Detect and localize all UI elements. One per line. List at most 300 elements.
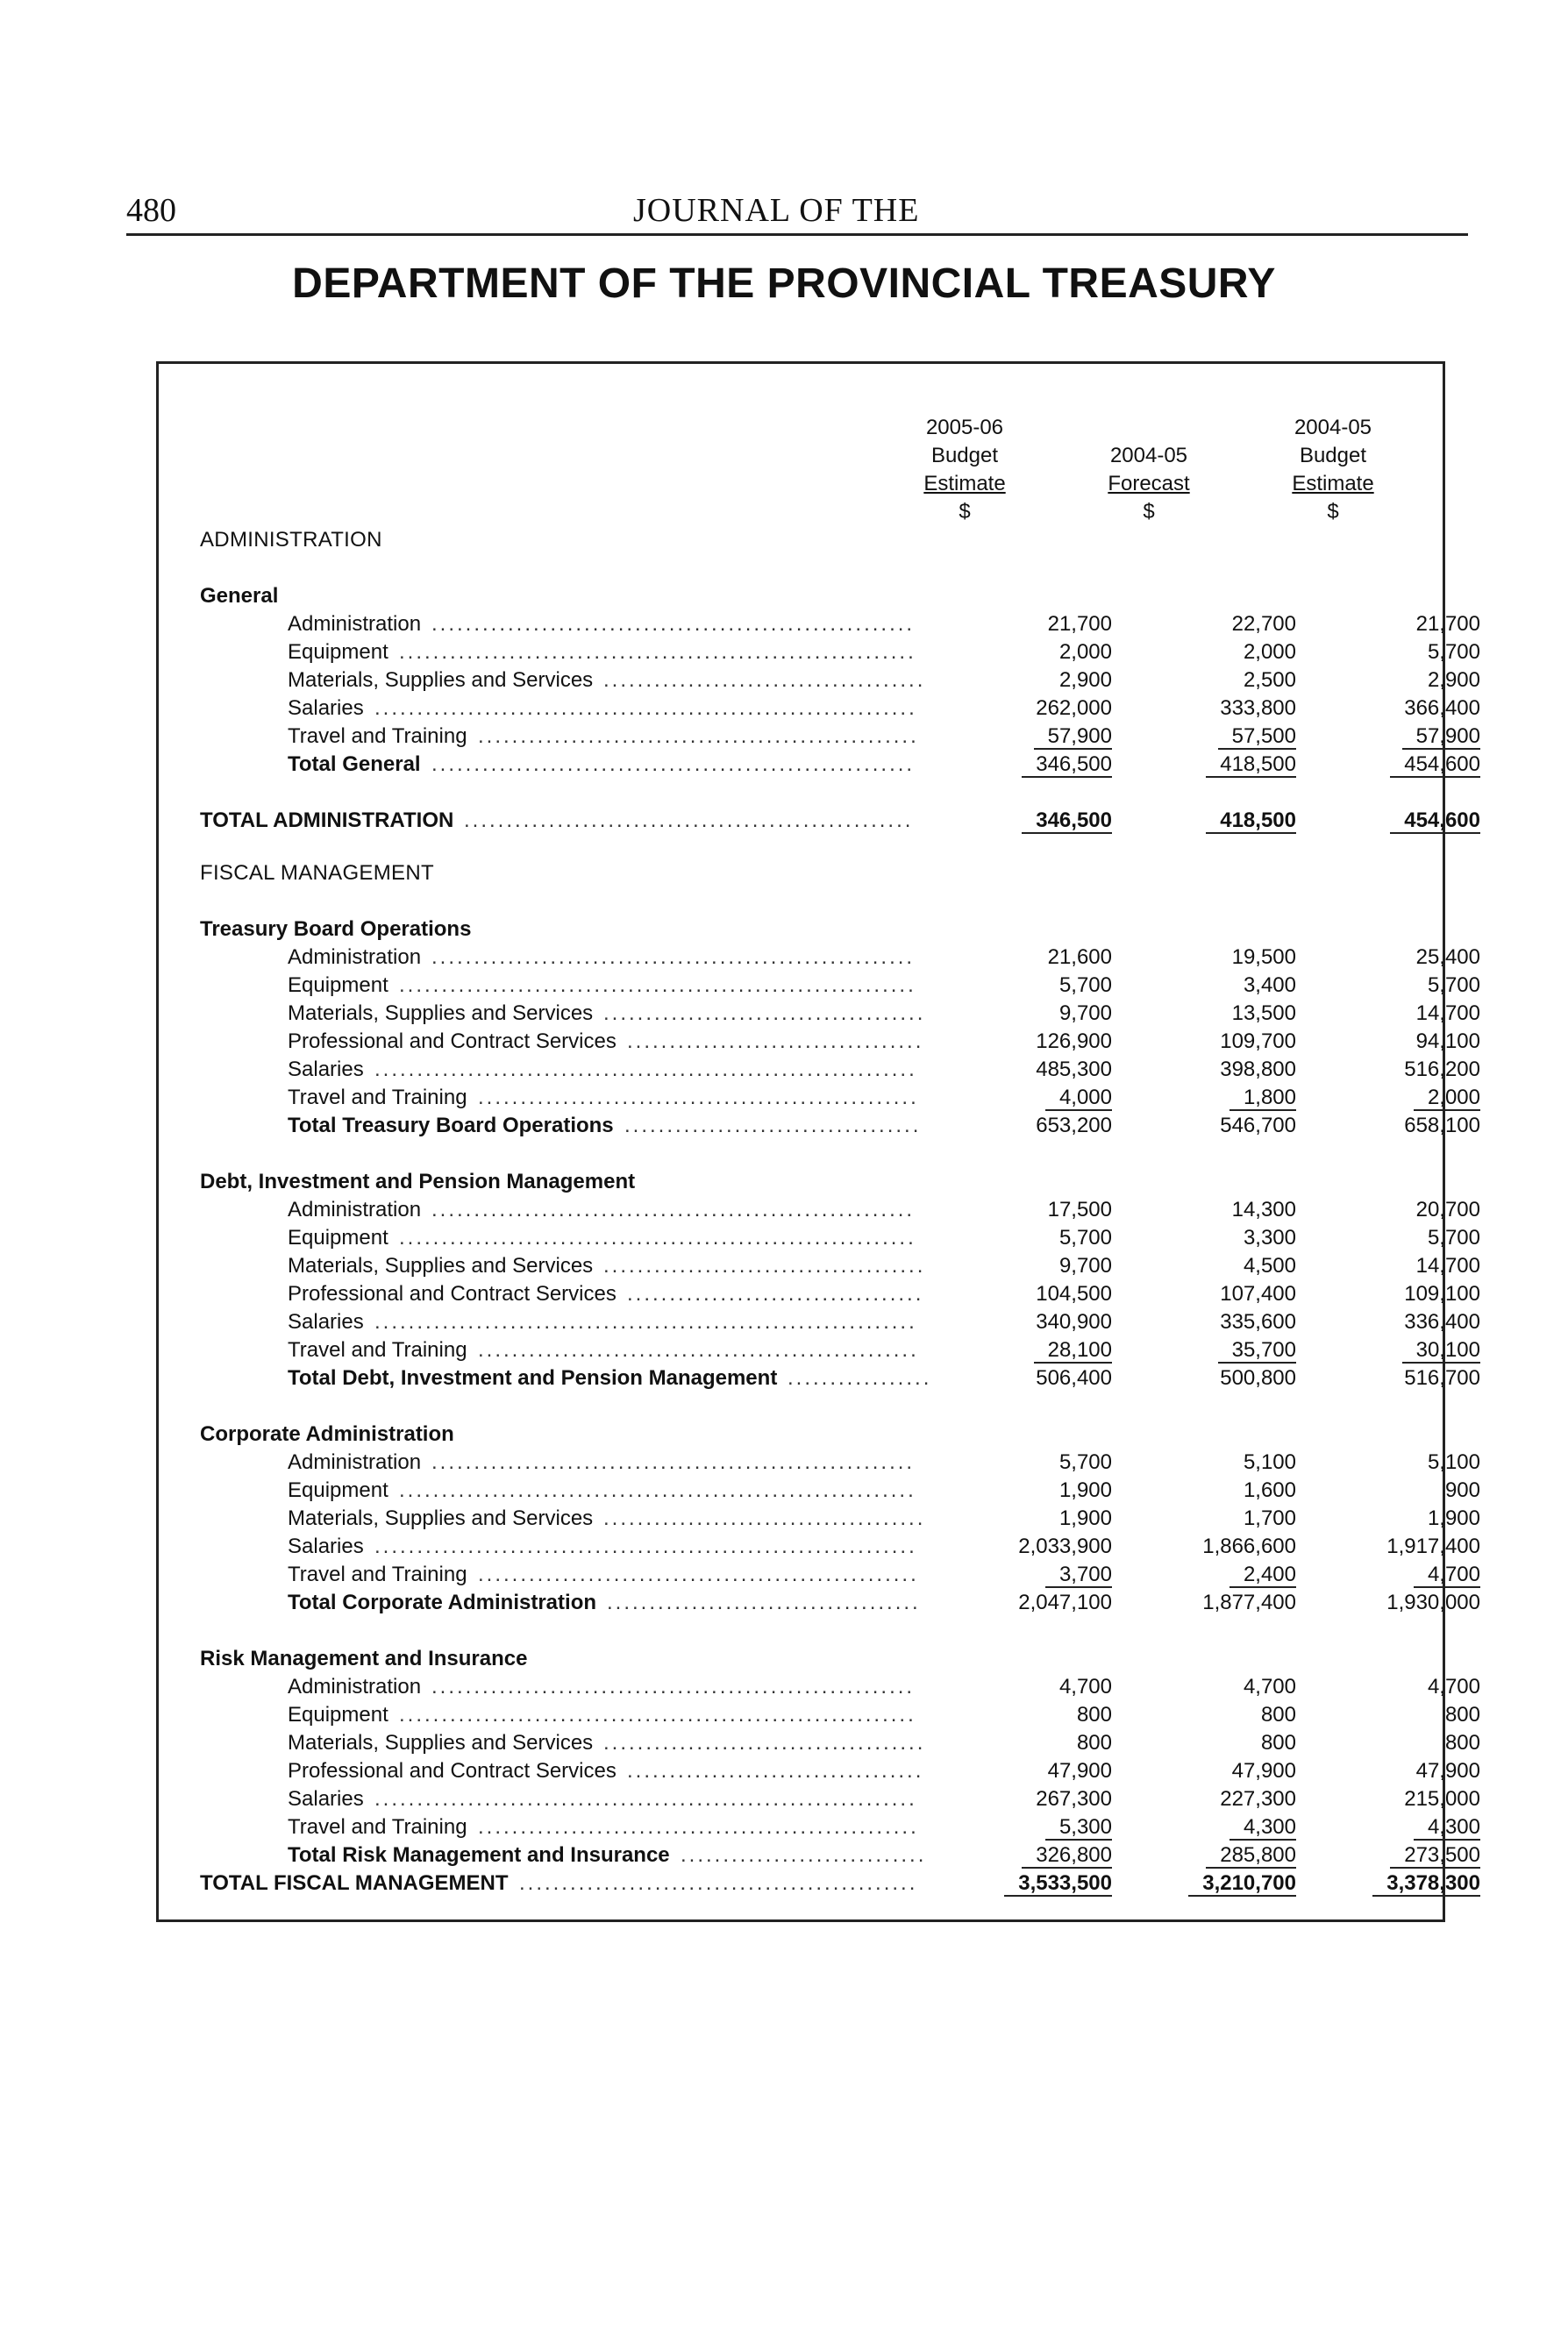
line-item-row — [200, 1308, 1480, 1336]
amount-cell — [963, 1280, 1112, 1308]
row-label: Salaries — [288, 1535, 364, 1558]
amount-cell — [1331, 751, 1480, 779]
amount-value: 47,900 — [1415, 1759, 1480, 1783]
amount-cell — [1147, 1084, 1296, 1112]
amount-value: 335,600 — [1220, 1310, 1296, 1334]
column-header-line2: Budget — [930, 444, 999, 467]
amount-cell — [1331, 1056, 1480, 1084]
subsection-heading — [200, 582, 1419, 610]
amount-cell — [1331, 1561, 1480, 1589]
amount-value: 267,300 — [1036, 1787, 1112, 1811]
amount-value: 5,100 — [1243, 1450, 1296, 1474]
amount-cell — [1331, 1336, 1480, 1364]
amount-cell — [1147, 1673, 1296, 1701]
amount-value: 14,700 — [1415, 1001, 1480, 1025]
dot-leader: .................................................... — [478, 1338, 919, 1362]
amount-cell — [1147, 1224, 1296, 1252]
amount-value: 5,700 — [1058, 973, 1112, 997]
amount-value: 326,800 — [1022, 1843, 1112, 1869]
dot-leader: ...................................... — [603, 1254, 926, 1278]
amount-cell — [1331, 1813, 1480, 1841]
amount-cell — [1331, 1252, 1480, 1280]
line-item-row — [200, 1785, 1480, 1813]
column-header-line2: Budget — [1299, 444, 1367, 467]
amount-value: 25,400 — [1415, 945, 1480, 969]
amount-cell — [1147, 1477, 1296, 1505]
amount-value: 340,900 — [1036, 1310, 1112, 1334]
grand-total-row — [200, 807, 1480, 835]
dot-leader: ................................... — [627, 1029, 924, 1053]
amount-cell — [1331, 944, 1480, 972]
amount-value: 14,300 — [1231, 1198, 1296, 1221]
row-label: Administration — [288, 1198, 422, 1221]
amount-cell — [1147, 1336, 1296, 1364]
dot-leader: .................................................... — [478, 1563, 919, 1586]
amount-value: 21,700 — [1047, 612, 1112, 636]
amount-cell — [1147, 751, 1296, 779]
dot-leader: ............................................................. — [399, 1226, 916, 1250]
amount-value: 22,700 — [1231, 612, 1296, 636]
amount-cell — [1147, 1841, 1296, 1870]
amount-cell — [1147, 666, 1296, 694]
amount-value: 21,600 — [1047, 945, 1112, 969]
line-item-row — [200, 944, 1480, 972]
amount-cell — [963, 1785, 1112, 1813]
amount-value: 4,000 — [1045, 1086, 1112, 1111]
amount-cell — [963, 1870, 1112, 1898]
amount-value: 3,378,300 — [1372, 1871, 1480, 1897]
amount-cell — [1331, 807, 1480, 835]
dot-leader: ................................................................ — [374, 1535, 917, 1558]
amount-value: 3,700 — [1045, 1563, 1112, 1588]
column-header-line1 — [1061, 414, 1237, 442]
amount-cell — [1331, 638, 1480, 666]
amount-cell — [1331, 1870, 1480, 1898]
amount-cell — [963, 1224, 1112, 1252]
dot-leader: ...................................... — [603, 1001, 926, 1025]
amount-value: 104,500 — [1036, 1282, 1112, 1306]
line-item-row — [200, 1505, 1480, 1533]
dot-leader: ................................................................ — [374, 696, 917, 720]
amount-cell — [1331, 1589, 1480, 1617]
amount-value: 1,866,600 — [1202, 1535, 1296, 1558]
dot-leader: ......................................................... — [431, 1198, 916, 1221]
section-heading-fiscal-management — [200, 859, 1419, 887]
row-label: Total Corporate Administration — [288, 1591, 597, 1614]
amount-value: 800 — [1260, 1731, 1296, 1755]
column-header-currency: $ — [959, 500, 971, 523]
amount-cell — [1147, 1252, 1296, 1280]
row-label: Total Treasury Board Operations — [288, 1114, 614, 1137]
amount-value: 1,900 — [1058, 1506, 1112, 1530]
amount-cell — [963, 1757, 1112, 1785]
page-number: 480 — [126, 192, 176, 229]
row-label: Professional and Contract Services — [288, 1029, 617, 1053]
amount-value: 485,300 — [1036, 1058, 1112, 1081]
row-label: Materials, Supplies and Services — [288, 668, 594, 692]
amount-value: 30,100 — [1402, 1338, 1480, 1364]
amount-value: 800 — [1444, 1731, 1480, 1755]
amount-cell — [1147, 1308, 1296, 1336]
amount-value: 5,700 — [1058, 1226, 1112, 1250]
amount-value: 17,500 — [1047, 1198, 1112, 1221]
row-label: Total Debt, Investment and Pension Management — [288, 1366, 778, 1390]
amount-value: 57,900 — [1034, 724, 1112, 750]
amount-cell — [1331, 610, 1480, 638]
amount-value: 4,500 — [1243, 1254, 1296, 1278]
amount-cell — [963, 1308, 1112, 1336]
section-label: ADMINISTRATION — [200, 528, 382, 552]
line-item-row — [200, 1673, 1480, 1701]
amount-cell — [1331, 1028, 1480, 1056]
amount-cell — [963, 1673, 1112, 1701]
amount-cell — [1331, 1673, 1480, 1701]
row-label: Materials, Supplies and Services — [288, 1731, 594, 1755]
row-label: Treasury Board Operations — [200, 917, 472, 941]
dot-leader: ............................................................. — [399, 640, 916, 664]
section-heading-administration — [200, 526, 1419, 554]
amount-cell — [963, 610, 1112, 638]
line-item-row — [200, 1813, 1480, 1841]
column-header-2004-05-forecast — [1061, 414, 1237, 526]
line-item-row — [200, 1729, 1480, 1757]
amount-value: 5,700 — [1427, 973, 1480, 997]
dot-leader: ................................... — [624, 1114, 922, 1137]
amount-value: 9,700 — [1058, 1001, 1112, 1025]
amount-cell — [1331, 972, 1480, 1000]
amount-cell — [963, 1533, 1112, 1561]
dot-leader: .................................................... — [478, 1086, 919, 1109]
amount-cell — [1147, 1056, 1296, 1084]
line-item-row — [200, 1477, 1480, 1505]
amount-value: 4,300 — [1229, 1815, 1296, 1841]
dot-leader: ................. — [788, 1366, 932, 1390]
row-label: Materials, Supplies and Services — [288, 1001, 594, 1025]
row-label: TOTAL FISCAL MANAGEMENT — [200, 1871, 509, 1895]
amount-cell — [963, 1112, 1112, 1140]
amount-cell — [1147, 944, 1296, 972]
amount-cell — [1331, 1785, 1480, 1813]
subtotal-row — [200, 751, 1480, 779]
dot-leader: ................................................................ — [374, 1310, 917, 1334]
amount-cell — [963, 807, 1112, 835]
amount-value: 3,533,500 — [1004, 1871, 1112, 1897]
running-head — [126, 191, 1468, 235]
amount-cell — [1147, 1280, 1296, 1308]
amount-value: 800 — [1260, 1703, 1296, 1727]
amount-cell — [1331, 1841, 1480, 1870]
dot-leader: ................................... — [627, 1282, 924, 1306]
amount-cell — [963, 1252, 1112, 1280]
line-item-row — [200, 1196, 1480, 1224]
amount-cell — [963, 1589, 1112, 1617]
amount-value: 1,917,400 — [1386, 1535, 1480, 1558]
amount-value: 454,600 — [1390, 752, 1480, 778]
amount-cell — [963, 694, 1112, 723]
line-item-row — [200, 1336, 1480, 1364]
amount-cell — [1331, 1757, 1480, 1785]
amount-cell — [963, 1729, 1112, 1757]
row-label: Travel and Training — [288, 1815, 467, 1839]
dot-leader: .................................................... — [478, 724, 919, 748]
row-label: Professional and Contract Services — [288, 1759, 617, 1783]
amount-value: 2,047,100 — [1018, 1591, 1112, 1614]
row-label: Equipment — [288, 640, 388, 664]
amount-cell — [1147, 1000, 1296, 1028]
line-item-row — [200, 1224, 1480, 1252]
row-label: Materials, Supplies and Services — [288, 1506, 594, 1530]
amount-cell — [1147, 1785, 1296, 1813]
dot-leader: .................................................... — [478, 1815, 919, 1839]
amount-value: 1,900 — [1058, 1478, 1112, 1502]
amount-cell — [963, 972, 1112, 1000]
row-label: Travel and Training — [288, 1563, 467, 1586]
amount-value: 800 — [1444, 1703, 1480, 1727]
amount-cell — [963, 666, 1112, 694]
row-label: Travel and Training — [288, 1086, 467, 1109]
column-header-currency: $ — [1327, 500, 1339, 523]
amount-cell — [1331, 1729, 1480, 1757]
dot-leader: ......................................................... — [431, 612, 916, 636]
amount-value: 2,900 — [1427, 668, 1480, 692]
amount-cell — [1147, 1533, 1296, 1561]
amount-cell — [963, 1477, 1112, 1505]
amount-value: 516,200 — [1404, 1058, 1480, 1081]
subsection-heading — [200, 1421, 1419, 1449]
dot-leader: ................................................................ — [374, 1058, 917, 1081]
amount-cell — [1147, 1701, 1296, 1729]
amount-value: 215,000 — [1404, 1787, 1480, 1811]
row-label: Corporate Administration — [200, 1422, 454, 1446]
amount-cell — [1147, 1028, 1296, 1056]
line-item-row — [200, 1000, 1480, 1028]
amount-cell — [1331, 1308, 1480, 1336]
amount-value: 506,400 — [1036, 1366, 1112, 1390]
amount-value: 4,700 — [1058, 1675, 1112, 1699]
row-label: Professional and Contract Services — [288, 1282, 617, 1306]
row-label: Salaries — [288, 1787, 364, 1811]
line-item-row — [200, 694, 1480, 723]
dot-leader: ......................................................... — [431, 752, 916, 776]
column-header-line2: 2004-05 — [1109, 444, 1188, 467]
amount-cell — [1147, 1757, 1296, 1785]
amount-cell — [1147, 723, 1296, 751]
amount-cell — [963, 1813, 1112, 1841]
amount-cell — [1331, 694, 1480, 723]
amount-value: 109,700 — [1220, 1029, 1296, 1053]
amount-value: 2,900 — [1058, 668, 1112, 692]
amount-value: 3,210,700 — [1188, 1871, 1296, 1897]
amount-cell — [1331, 1084, 1480, 1112]
amount-value: 2,000 — [1058, 640, 1112, 664]
row-label: Equipment — [288, 1478, 388, 1502]
amount-value: 2,500 — [1243, 668, 1296, 692]
amount-cell — [963, 1336, 1112, 1364]
subtotal-row — [200, 1364, 1480, 1392]
amount-value: 658,100 — [1404, 1114, 1480, 1137]
amount-value: 2,400 — [1229, 1563, 1296, 1588]
line-item-row — [200, 1280, 1480, 1308]
amount-cell — [963, 638, 1112, 666]
amount-cell — [1147, 1589, 1296, 1617]
amount-cell — [963, 1449, 1112, 1477]
amount-value: 13,500 — [1231, 1001, 1296, 1025]
amount-value: 2,000 — [1243, 640, 1296, 664]
amount-value: 653,200 — [1036, 1114, 1112, 1137]
amount-cell — [1331, 1112, 1480, 1140]
amount-cell — [963, 1028, 1112, 1056]
amount-value: 1,877,400 — [1202, 1591, 1296, 1614]
amount-cell — [1147, 694, 1296, 723]
amount-cell — [1147, 610, 1296, 638]
amount-cell — [963, 1056, 1112, 1084]
row-label: Administration — [288, 1450, 422, 1474]
amount-value: 418,500 — [1206, 752, 1296, 778]
amount-cell — [1331, 1701, 1480, 1729]
amount-value: 273,500 — [1390, 1843, 1480, 1869]
amount-cell — [1147, 1729, 1296, 1757]
dot-leader: ............................................................. — [399, 1478, 916, 1502]
row-label: Salaries — [288, 696, 364, 720]
subtotal-row — [200, 1841, 1480, 1870]
amount-value: 800 — [1076, 1703, 1112, 1727]
row-label: Travel and Training — [288, 724, 467, 748]
amount-value: 9,700 — [1058, 1254, 1112, 1278]
amount-value: 126,900 — [1036, 1029, 1112, 1053]
amount-value: 900 — [1444, 1478, 1480, 1502]
line-item-row — [200, 1701, 1480, 1729]
amount-value: 227,300 — [1220, 1787, 1296, 1811]
amount-cell — [1331, 1449, 1480, 1477]
row-label: Debt, Investment and Pension Management — [200, 1170, 636, 1193]
amount-value: 5,700 — [1427, 640, 1480, 664]
amount-value: 4,700 — [1243, 1675, 1296, 1699]
row-label: Total General — [288, 752, 421, 776]
line-item-row — [200, 1561, 1480, 1589]
amount-cell — [963, 1841, 1112, 1870]
amount-value: 346,500 — [1022, 752, 1112, 778]
dot-leader: ...................................... — [603, 1506, 926, 1530]
amount-value: 107,400 — [1220, 1282, 1296, 1306]
line-item-row — [200, 1533, 1480, 1561]
amount-value: 346,500 — [1022, 808, 1112, 834]
amount-cell — [1147, 1196, 1296, 1224]
row-label: Travel and Training — [288, 1338, 467, 1362]
line-item-row — [200, 610, 1480, 638]
column-header-2005-06-estimate — [877, 414, 1052, 526]
section-label: FISCAL MANAGEMENT — [200, 861, 434, 885]
line-item-row — [200, 666, 1480, 694]
dot-leader: ................................................................ — [374, 1787, 917, 1811]
amount-value: 1,800 — [1229, 1086, 1296, 1111]
amount-value: 285,800 — [1206, 1843, 1296, 1869]
amount-value: 2,033,900 — [1018, 1535, 1112, 1558]
grand-total-row — [200, 1870, 1480, 1898]
dot-leader: ..................................... — [607, 1591, 921, 1614]
amount-value: 1,900 — [1427, 1506, 1480, 1530]
row-label: Salaries — [288, 1310, 364, 1334]
journal-title: JOURNAL OF THE — [633, 192, 920, 229]
subtotal-row — [200, 1112, 1480, 1140]
amount-value: 500,800 — [1220, 1366, 1296, 1390]
row-label: Equipment — [288, 973, 388, 997]
amount-cell — [1147, 1364, 1296, 1392]
dot-leader: ............................................... — [519, 1871, 918, 1895]
row-label: Administration — [288, 945, 422, 969]
amount-value: 5,300 — [1045, 1815, 1112, 1841]
amount-value: 57,500 — [1218, 724, 1296, 750]
line-item-row — [200, 972, 1480, 1000]
amount-cell — [963, 751, 1112, 779]
dot-leader: ......................................................... — [431, 945, 916, 969]
amount-cell — [963, 1364, 1112, 1392]
dot-leader: ............................................................. — [399, 973, 916, 997]
column-header-2004-05-estimate — [1245, 414, 1421, 526]
row-label: Total Risk Management and Insurance — [288, 1843, 670, 1867]
amount-value: 800 — [1076, 1731, 1112, 1755]
row-label: Administration — [288, 612, 422, 636]
amount-cell — [963, 1196, 1112, 1224]
amount-value: 336,400 — [1404, 1310, 1480, 1334]
row-label: Equipment — [288, 1226, 388, 1250]
amount-value: 366,400 — [1404, 696, 1480, 720]
subtotal-row — [200, 1589, 1480, 1617]
amount-cell — [1147, 972, 1296, 1000]
dot-leader: ...................................... — [603, 668, 926, 692]
amount-value: 546,700 — [1220, 1114, 1296, 1137]
amount-cell — [1331, 723, 1480, 751]
amount-value: 28,100 — [1034, 1338, 1112, 1364]
dot-leader: ......................................................... — [431, 1450, 916, 1474]
amount-value: 57,900 — [1402, 724, 1480, 750]
amount-value: 109,100 — [1404, 1282, 1480, 1306]
amount-value: 1,930,000 — [1386, 1591, 1480, 1614]
dot-leader: ............................................................. — [399, 1703, 916, 1727]
amount-cell — [1331, 1533, 1480, 1561]
amount-value: 1,600 — [1243, 1478, 1296, 1502]
dot-leader: ...................................... — [603, 1731, 926, 1755]
amount-value: 3,300 — [1243, 1226, 1296, 1250]
amount-value: 3,400 — [1243, 973, 1296, 997]
amount-value: 5,100 — [1427, 1450, 1480, 1474]
amount-cell — [1147, 638, 1296, 666]
amount-value: 14,700 — [1415, 1254, 1480, 1278]
amount-cell — [1147, 1505, 1296, 1533]
amount-cell — [963, 1000, 1112, 1028]
amount-value: 2,000 — [1414, 1086, 1480, 1111]
dot-leader: ......................................................... — [431, 1675, 916, 1699]
line-item-row — [200, 638, 1480, 666]
amount-value: 5,700 — [1058, 1450, 1112, 1474]
amount-value: 262,000 — [1036, 696, 1112, 720]
dot-leader: ................................... — [627, 1759, 924, 1783]
amount-cell — [963, 944, 1112, 972]
amount-value: 20,700 — [1415, 1198, 1480, 1221]
amount-cell — [1331, 1477, 1480, 1505]
row-label: Equipment — [288, 1703, 388, 1727]
subsection-heading — [200, 1168, 1419, 1196]
amount-value: 1,700 — [1243, 1506, 1296, 1530]
dot-leader: ............................. — [681, 1843, 927, 1867]
subsection-heading — [200, 915, 1419, 944]
row-label: Risk Management and Insurance — [200, 1647, 528, 1670]
row-label: TOTAL ADMINISTRATION — [200, 808, 454, 832]
amount-value: 47,900 — [1047, 1759, 1112, 1783]
amount-cell — [1331, 1000, 1480, 1028]
amount-cell — [1331, 1280, 1480, 1308]
column-header-line1: 2005-06 — [925, 416, 1004, 439]
column-header-line3: Estimate — [923, 472, 1006, 495]
